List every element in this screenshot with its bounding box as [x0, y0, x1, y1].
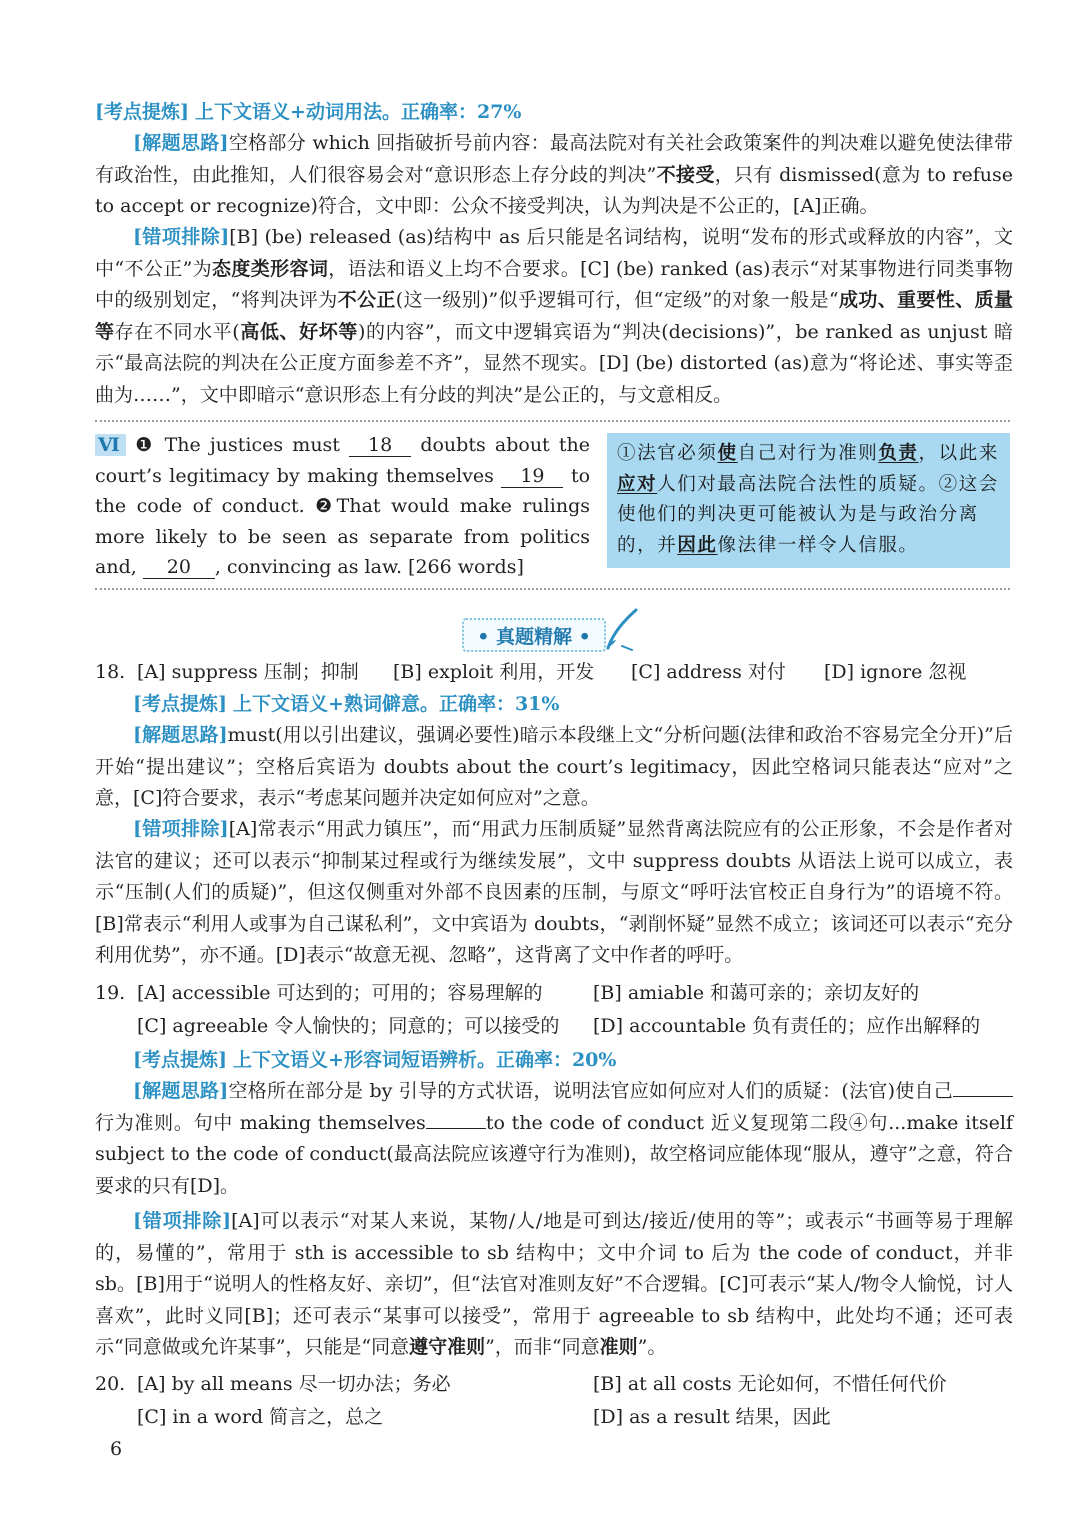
q19-exclude: [错项排除][A]可以表示“对某人来说，某物/人/地是可到达/接近/使用的等”；或表示“书画等易于理解的，易懂的”，常用于 sth is accessible to sb 结构中；文中介词 to 后为 the code of conduct，并非 sb。[B]用于“说明人的性格友好、亲切”，但“法官对准则友好”不合逻辑。[C]可表示“某人/物令人愉悦，讨人喜欢”，此时义同[B]；还可表示“某事可以接受”，常用于 agreeable to sb 结构中，此处均不通；还可表示“同意做或允许某事”，只能是“同意遵守准则”，而非“同意准则”。 — [95, 1210, 1014, 1358]
option-b: [B] amiable 和蔼可亲的；亲切友好的 — [593, 982, 920, 1004]
q18-thinking: [解题思路]must(用以引出建议，强调必要性)暗示本段继上文“分析问题(法律和政治不容易完全分开)”后开始“提出建议”；空格后宾语为 doubts about the court’s legitimacy，因此空格词只能表达“应对”之意，[C]符合要求，表示“考虑某问题并决定如何应对”之意。 — [95, 724, 1014, 809]
q18-point: [考点提炼] 上下文语义+熟词僻意。正确率：31% — [133, 693, 560, 715]
q19-options-row2 — [95, 1010, 1013, 1042]
q17-exclude: [错项排除][B] (be) released (as)结构中 as 后只能是名词结构，说明“发布的形式或释放的内容”，文中“不公正”为态度类形容词，语法和语义上均不合要求。[C] (be) ranked (as)表示“对某事物进行同类事物中的级别划定，“将判决评为不公正(这一级别)”似乎逻辑可行，但“定级”的对象一般是“成功、重要性、质量等存在不同水平(高低、好坏等)的内容”，而文中逻辑宾语为“判决(decisions)”，be ranked as unjust 暗示“最高法院的判决在公正度方面参差不齐”，显然不现实。[D] (be) distorted (as)意为“将论述、事实等歪曲为……”，文中即暗示“意识形态上有分歧的判决”是公正的，与文意相反。 — [95, 226, 1014, 406]
blank-19: 19 — [501, 465, 563, 488]
q17-thinking: [解题思路]空格部分 which 回指破折号前内容：最高法院对有关社会政策案件的判决难以避免使法律带有政治性，由此推知，人们很容易会对“意识形态上存分歧的判决”不接受，只有 dismissed(意为 to refuse to accept or recognize)符合，文中即：公众不接受判决，认为判决是不公正的，[A]正确。 — [95, 132, 1013, 217]
divider-top — [95, 420, 1010, 422]
blank-inline — [426, 1128, 486, 1129]
brush-icon — [602, 606, 640, 652]
option-c: [C] agreeable 令人愉快的；同意的；可以接受的 — [137, 1015, 560, 1037]
q18-options — [95, 656, 1013, 688]
section-banner: • 真题精解 • — [462, 618, 606, 652]
q19-options-row1 — [95, 977, 1013, 1009]
option-c: [C] in a word 简言之，总之 — [137, 1406, 384, 1428]
blank-18: 18 — [349, 434, 411, 457]
option-d: [D] as a result 结果，因此 — [593, 1406, 831, 1428]
q17-point: [考点提炼] 上下文语义+动词用法。正确率：27% — [95, 101, 522, 123]
divider-bottom — [95, 588, 1010, 590]
option-b: [B] at all costs 无论如何，不惜任何代价 — [593, 1373, 947, 1395]
q19-point: [考点提炼] 上下文语义+形容词短语辨析。正确率：20% — [133, 1049, 617, 1071]
q18-exclude: [错项排除][A]常表示“用武力镇压”，而“用武力压制质疑”显然背离法院应有的公正形象，不会是作者对法官的建议；还可以表示“抑制某过程或行为继续发展”，文中 suppress doubts 从语法上说可以成立，表示“压制(人们的质疑)”，但这仅侧重对外部不良因素的压制，与原文“呼吁法官校正自身行为”的语境不符。[B]常表示“利用人或事为自己谋私利”，文中宾语为 doubts，“剥削怀疑”显然不成立；该词还可以表示“充分利用优势”，亦不通。[D]表示“故意无视、忽略”，这背离了文中作者的呼吁。 — [95, 818, 1014, 966]
question-number: 19. — [95, 982, 126, 1004]
option-b: [B] exploit 利用，开发 — [393, 661, 595, 683]
option-a: [A] by all means 尽一切办法；务必 — [137, 1373, 451, 1395]
option-d: [D] accountable 负有责任的；应作出解释的 — [593, 1015, 981, 1037]
paragraph-marker: Ⅵ — [95, 434, 126, 456]
question-number: 18. — [95, 661, 126, 683]
option-c: [C] address 对付 — [631, 661, 786, 683]
q19-thinking: [解题思路]空格所在部分是 by 引导的方式状语，说明法官应如何应对人们的质疑：(法官)使自己行为准则。句中 making themselves to the code of conduct 近义复现第二段④句...make itself subject to the code of conduct(最高法院应该遵守行为准则)，故空格词应能体现“服从，遵守”之意，符合要求的只有[D]。 — [95, 1080, 1013, 1197]
option-a: [A] accessible 可达到的；可用的；容易理解的 — [137, 982, 543, 1004]
page-number: 6 — [110, 1438, 123, 1460]
passage-paragraph-vi: Ⅵ ❶ The justices must 18 doubts about the court’s legitimacy by making themselves 19 to the code of conduct. ❷That would make rulings more likely to be seen as separate from politics and, 20 , convincing as law. [266 words] — [95, 434, 591, 578]
q20-options-row2 — [95, 1401, 1013, 1433]
blank-20: 20 — [143, 556, 215, 579]
question-number: 20. — [95, 1373, 126, 1395]
q20-options-row1 — [95, 1368, 1013, 1400]
option-a: [A] suppress 压制；抑制 — [137, 661, 359, 683]
blank-inline — [953, 1096, 1013, 1097]
translation-box: ①法官必须使自己对行为准则负责，以此来应对人们对最高法院合法性的质疑。②这会使他们的判决更可能被认为是与政治分离的，并因此像法律一样令人信服。 — [607, 433, 1010, 568]
option-d: [D] ignore 忽视 — [824, 661, 967, 683]
